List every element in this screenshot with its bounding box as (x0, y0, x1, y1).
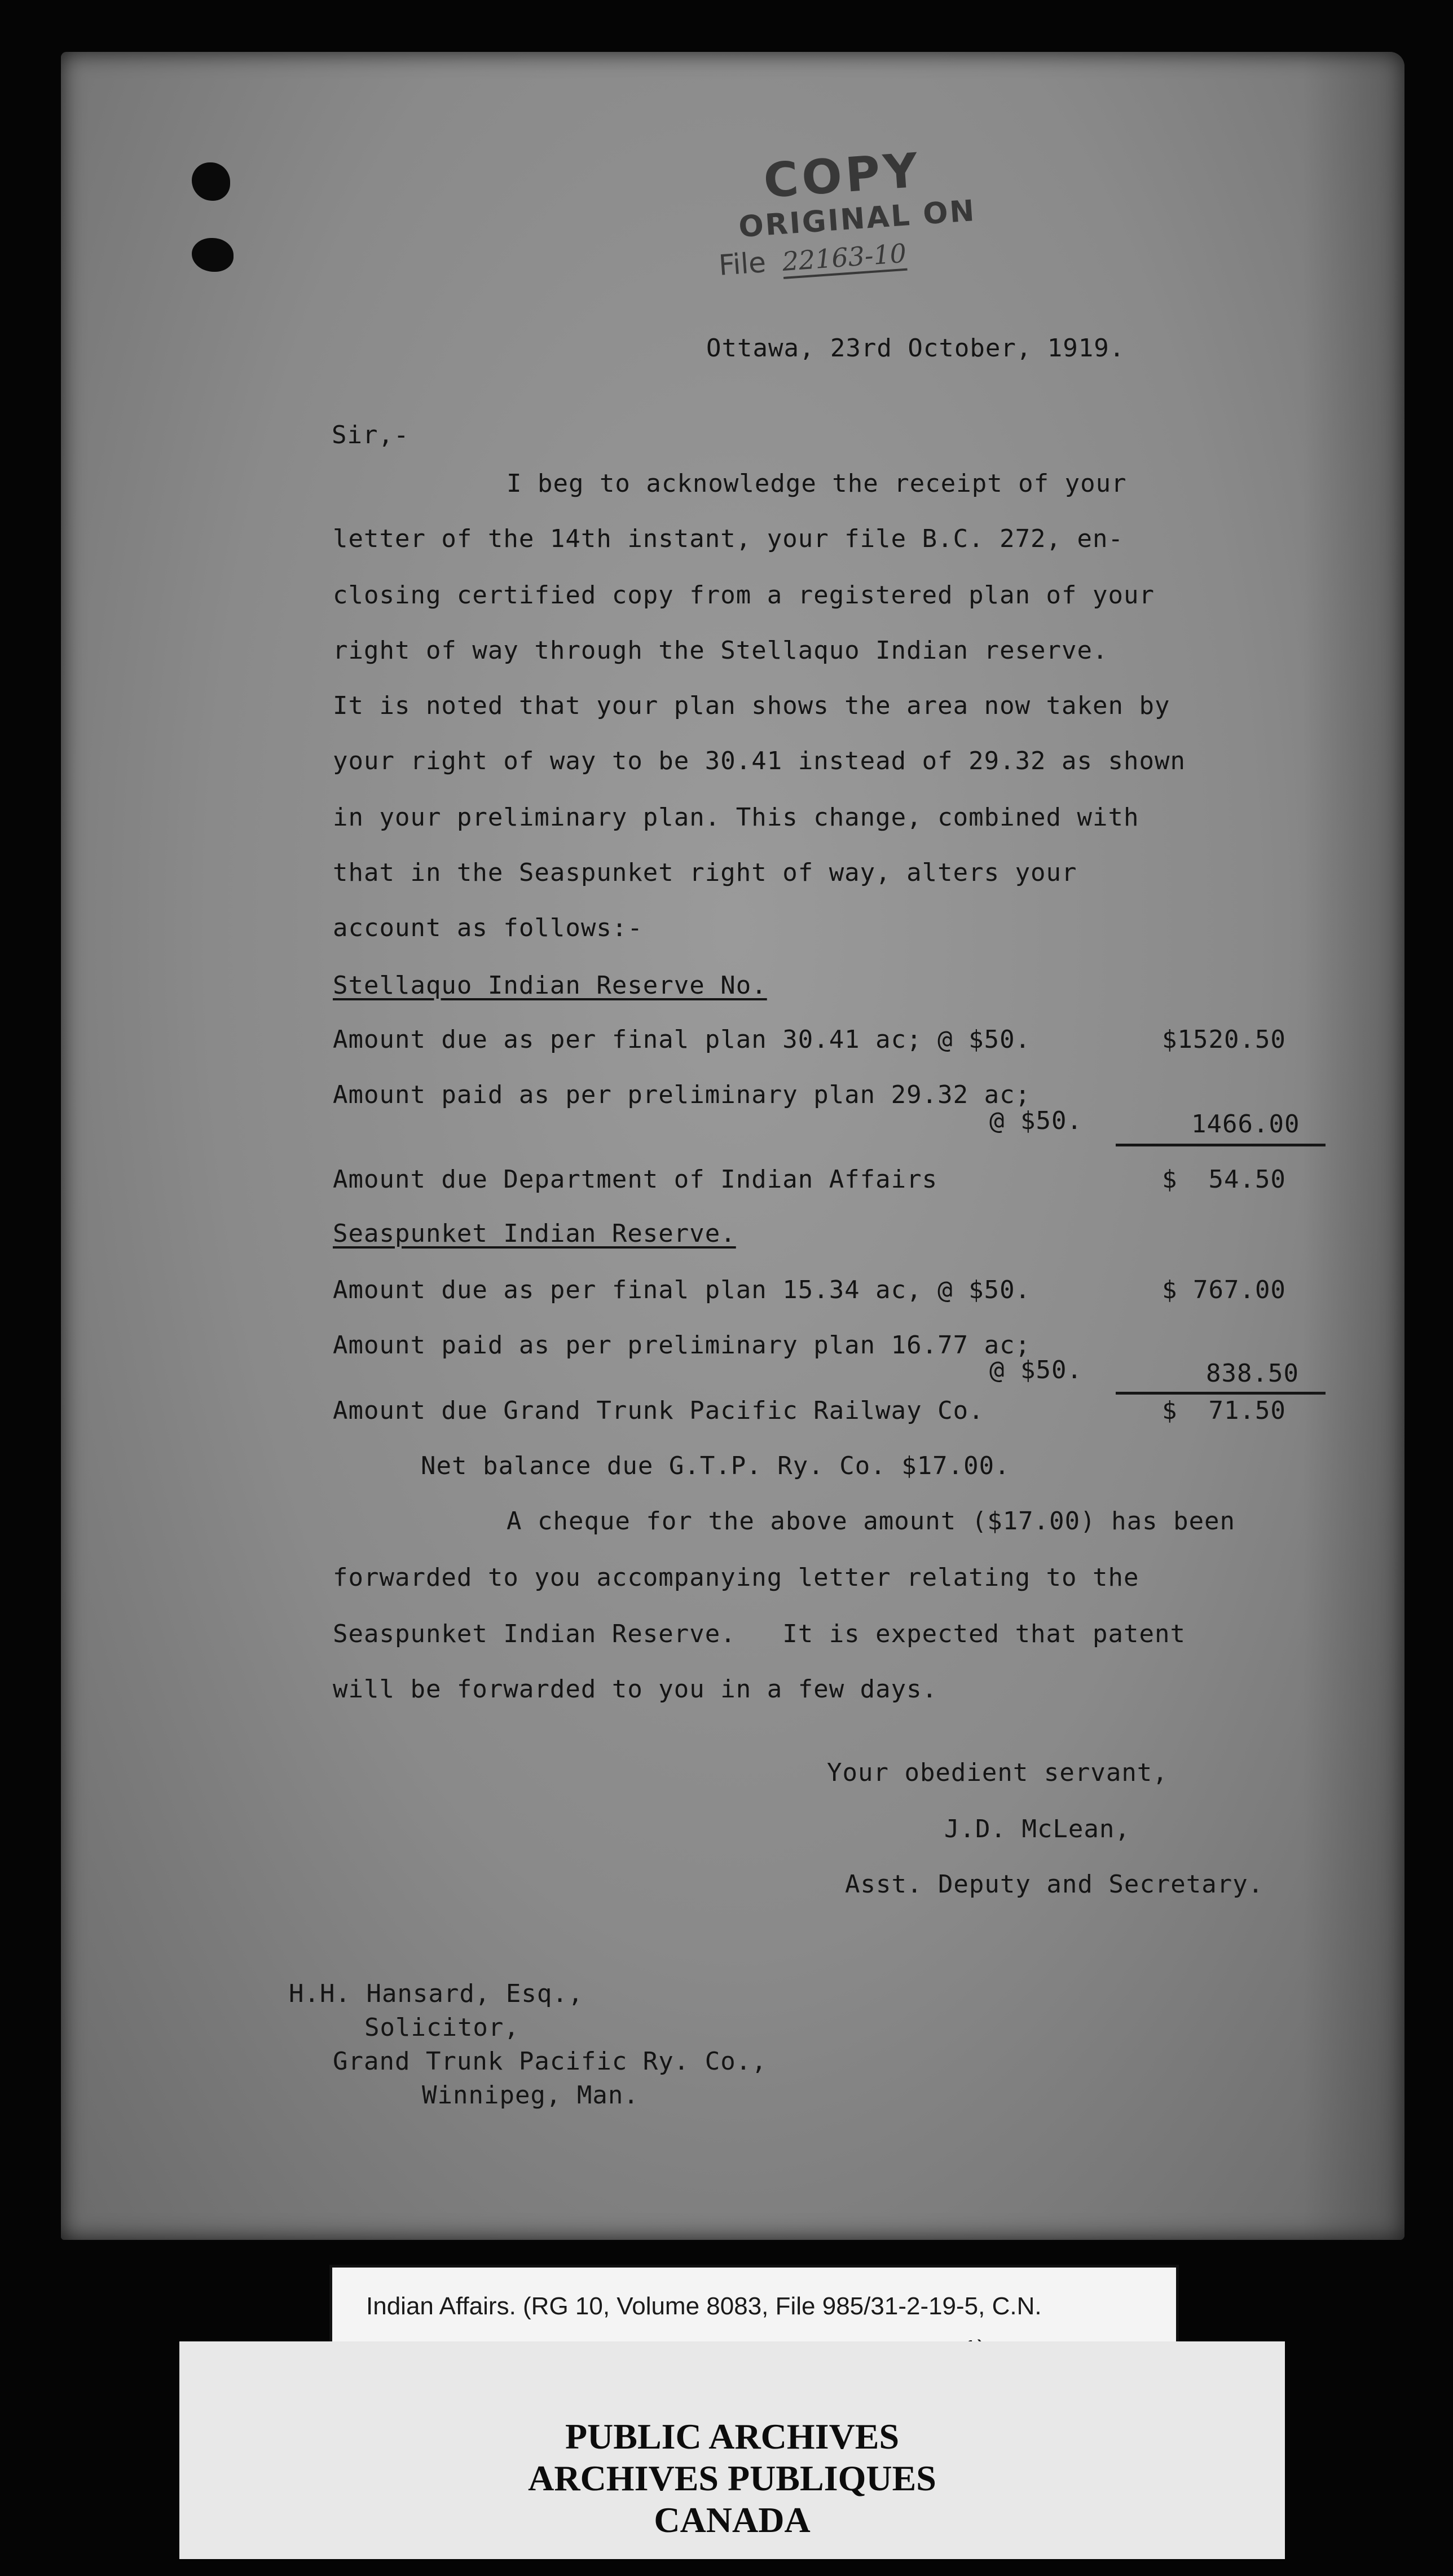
section1-row3-amount: $ 54.50 (1162, 1165, 1286, 1194)
signer-name: J.D. McLean, (944, 1815, 1130, 1843)
archives-line3: CANADA (654, 2500, 811, 2540)
addressee-line2: Solicitor, (364, 2013, 519, 2042)
paragraph2-line2: forwarded to you accompanying letter relating to the (333, 1563, 1139, 1592)
paragraph1-line8: that in the Seaspunket right of way, alters your (333, 858, 1077, 887)
section2-sum-rule (1116, 1392, 1326, 1395)
punch-hole-top (192, 162, 230, 201)
letter-page (61, 52, 1404, 2240)
section2-row1-amount: $ 767.00 (1162, 1276, 1286, 1304)
section2-row1-label: Amount due as per final plan 15.34 ac, @ $50. (333, 1276, 1031, 1304)
paragraph1-line5: It is noted that your plan shows the area now taken by (333, 691, 1170, 720)
section1-row1-label: Amount due as per final plan 30.41 ac; @ $50. (333, 1025, 1031, 1054)
paragraph1-line3: closing certified copy from a registered plan of your (333, 581, 1155, 610)
copy-stamp-file-prefix: File (717, 246, 767, 282)
section2-row3-amount: $ 71.50 (1162, 1396, 1286, 1425)
section1-sum-rule (1116, 1144, 1326, 1146)
net-balance: Net balance due G.T.P. Ry. Co. $17.00. (421, 1452, 1010, 1480)
paragraph2-line1: A cheque for the above amount ($17.00) has been (507, 1507, 1236, 1536)
addressee-line3: Grand Trunk Pacific Ry. Co., (333, 2047, 767, 2076)
section1-heading: Stellaquo Indian Reserve No. (333, 971, 767, 1000)
paragraph1-line9: account as follows:- (333, 914, 643, 942)
salutation: Sir,- (332, 421, 410, 449)
archives-line2: ARCHIVES PUBLIQUES (528, 2458, 936, 2498)
archives-stamp (179, 2341, 1285, 2559)
paragraph1-line1: I beg to acknowledge the receipt of your (507, 469, 1127, 498)
copy-stamp-line1: COPY (761, 142, 923, 209)
section2-row3-label: Amount due Grand Trunk Pacific Railway Co. (333, 1396, 984, 1425)
paragraph2-line4: will be forwarded to you in a few days. (333, 1675, 938, 1704)
section1-row2-label: Amount paid as per preliminary plan 29.32 ac; (333, 1080, 1031, 1109)
paragraph1-line4: right of way through the Stellaquo Indian reserve. (333, 636, 1108, 665)
dateline: Ottawa, 23rd October, 1919. (706, 334, 1125, 363)
paragraph1-line6: your right of way to be 30.41 instead of 29.32 as shown (333, 747, 1186, 775)
addressee-line1: H.H. Hansard, Esq., (289, 1979, 584, 2008)
section1-row2-rate: @ $50. (989, 1106, 1082, 1135)
addressee-line4: Winnipeg, Man. (422, 2081, 639, 2110)
section1-row2-amount: 1466.00 (1191, 1110, 1300, 1139)
paragraph2-line3: Seaspunket Indian Reserve. It is expected that patent (333, 1620, 1186, 1648)
closing: Your obedient servant, (827, 1758, 1168, 1787)
section1-row1-amount: $1520.50 (1162, 1025, 1286, 1054)
punch-hole-bottom (192, 238, 234, 272)
section2-heading: Seaspunket Indian Reserve. (333, 1219, 736, 1248)
paragraph1-line7: in your preliminary plan. This change, combined with (333, 803, 1139, 832)
paragraph1-line2: letter of the 14th instant, your file B.C. 272, en- (333, 524, 1124, 553)
signer-title: Asst. Deputy and Secretary. (845, 1870, 1264, 1899)
citation-line1: Indian Affairs. (RG 10, Volume 8083, File 985/31-2-19-5, C.N. (366, 2292, 1042, 2320)
section2-row2-label: Amount paid as per preliminary plan 16.77 ac; (333, 1331, 1031, 1360)
archives-line1: PUBLIC ARCHIVES (565, 2416, 900, 2456)
copy-stamp-file-number: 22163-10 (781, 238, 908, 279)
section1-row3-label: Amount due Department of Indian Affairs (333, 1165, 938, 1194)
section2-row2-amount: 838.50 (1206, 1359, 1299, 1388)
copy-stamp-line2: ORIGINAL ON (737, 193, 978, 245)
section2-row2-rate: @ $50. (989, 1356, 1082, 1384)
copy-stamp (711, 139, 980, 282)
